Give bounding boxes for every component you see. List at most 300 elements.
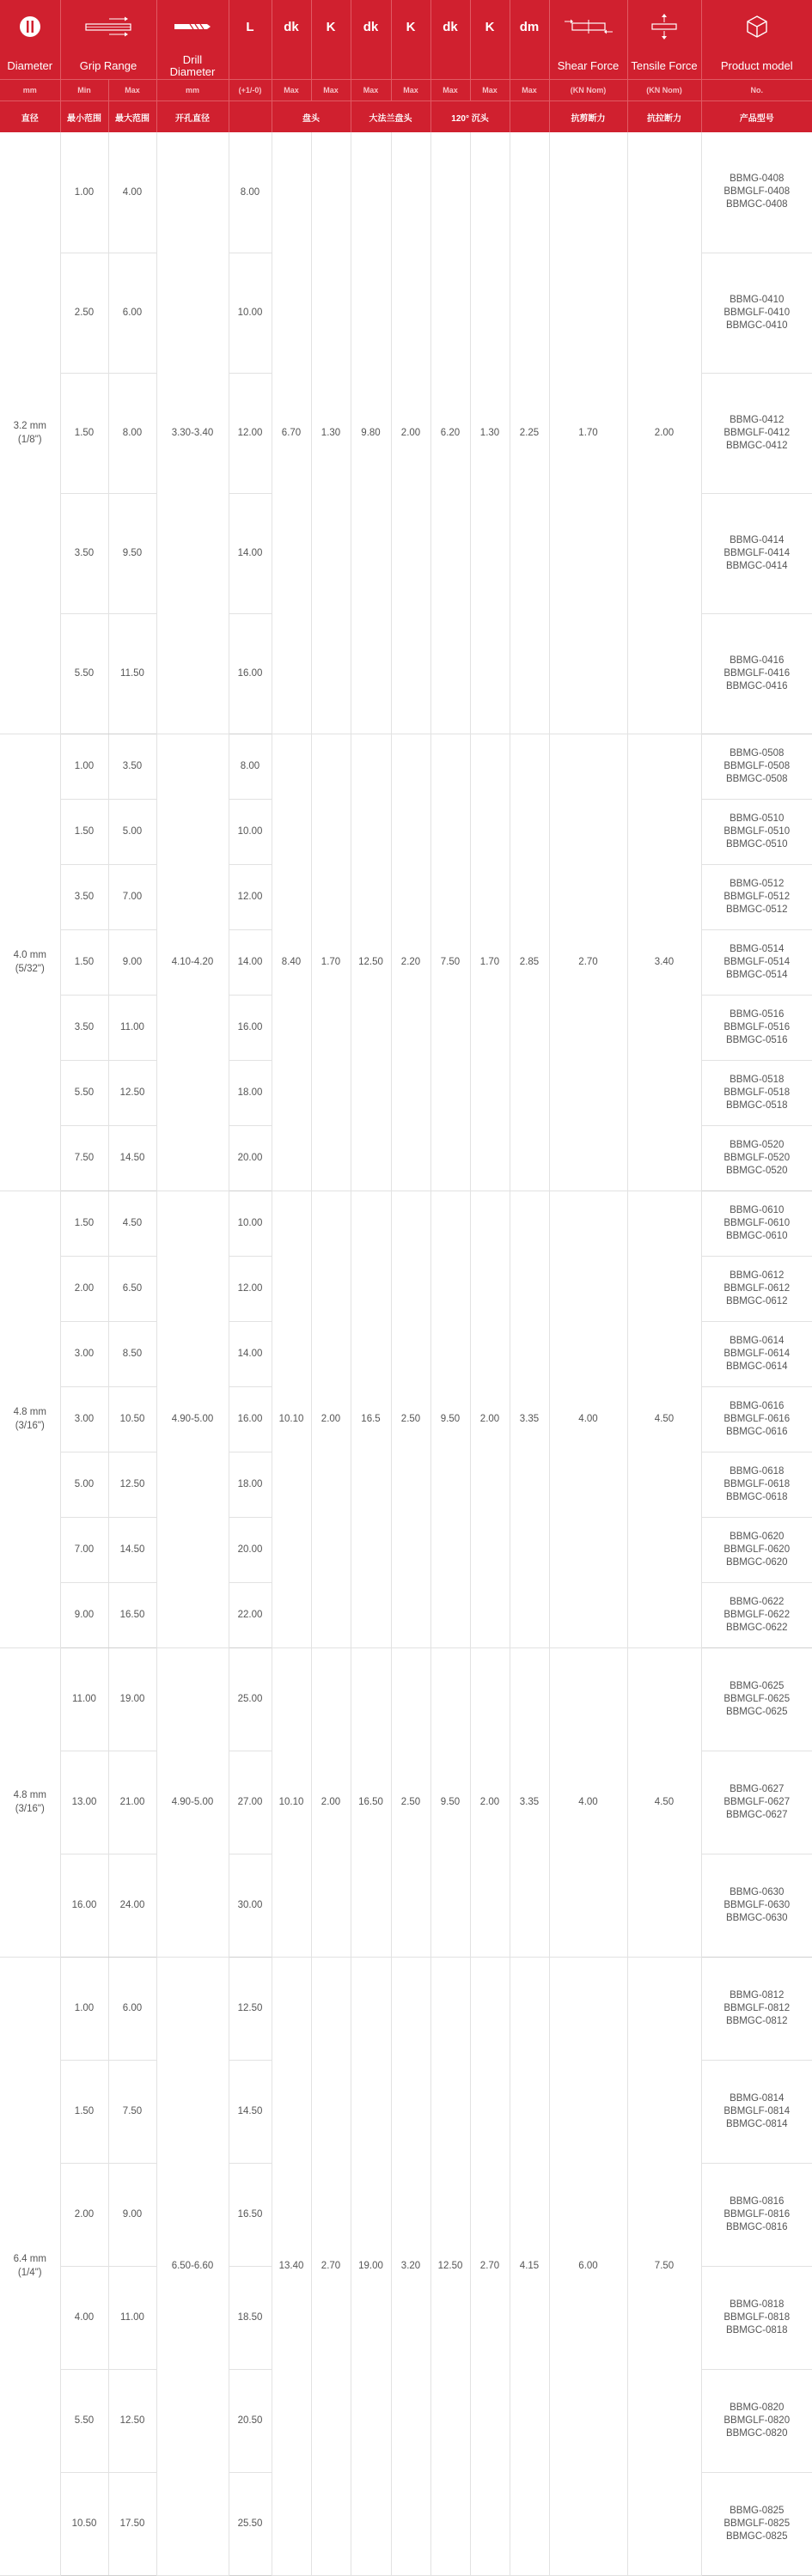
grip-range-title: Grip Range xyxy=(60,53,156,80)
product-model-cell xyxy=(701,1452,812,1517)
grip-min-cell: 1.50 xyxy=(60,799,108,864)
product-model-code: BBMGLF-0620 xyxy=(702,1544,812,1556)
product-model-cell xyxy=(701,995,812,1060)
grip-max-cell: 8.50 xyxy=(108,1321,156,1386)
product-model-code: BBMG-0818 xyxy=(702,2299,812,2311)
k3-header: K xyxy=(470,0,510,53)
product-model-code: BBMGLF-0512 xyxy=(702,891,812,904)
diameter-mm: 4.0 mm xyxy=(0,948,60,962)
grip-min-cell: 1.00 xyxy=(60,132,108,253)
product-model-code: BBMGLF-0616 xyxy=(702,1413,812,1426)
product-model-code: BBMG-0416 xyxy=(702,655,812,667)
product-model-code: BBMG-0814 xyxy=(702,2092,812,2105)
grip-max-cell: 4.00 xyxy=(108,132,156,253)
length-cell: 18.50 xyxy=(229,2266,272,2369)
dm-cell: 3.35 xyxy=(510,1191,549,1647)
product-model-cell xyxy=(701,1751,812,1854)
grip-min-cell: 3.50 xyxy=(60,995,108,1060)
grip-max-cell: 6.50 xyxy=(108,1256,156,1321)
length-cell: 8.00 xyxy=(229,132,272,253)
dome-k-cell: 2.00 xyxy=(311,1647,351,1957)
grip-min-cell: 1.50 xyxy=(60,1191,108,1256)
length-cell: 22.00 xyxy=(229,1582,272,1647)
product-model-cell xyxy=(701,613,812,734)
grip-max-cell: 19.00 xyxy=(108,1647,156,1751)
diameter-title: Diameter xyxy=(0,53,60,80)
product-model-cell xyxy=(701,373,812,493)
length-cell: 27.00 xyxy=(229,1751,272,1854)
product-model-code: BBMGC-0512 xyxy=(702,904,812,917)
flange-k-cell: 2.50 xyxy=(391,1191,430,1647)
length-cell: 16.00 xyxy=(229,1386,272,1452)
length-cell: 12.50 xyxy=(229,1957,272,2060)
grip-min-cell: 4.00 xyxy=(60,2266,108,2369)
tensile-force-title: Tensile Force xyxy=(627,53,701,80)
grip-max-cell: 6.00 xyxy=(108,253,156,373)
grip-max-cn: 最大范围 xyxy=(108,101,156,133)
length-cell: 20.50 xyxy=(229,2369,272,2472)
grip-min-cell: 7.50 xyxy=(60,1125,108,1191)
product-model-code: BBMGC-0622 xyxy=(702,1622,812,1635)
table-row xyxy=(0,132,812,253)
k1-unit: Max xyxy=(311,80,351,101)
tensile-unit: (KN Nom) xyxy=(627,80,701,101)
product-model-cell xyxy=(701,1386,812,1452)
tensile-force-icon xyxy=(647,14,681,40)
product-model-code: BBMGLF-0410 xyxy=(702,307,812,320)
product-model-code: BBMGC-0820 xyxy=(702,2427,812,2440)
dome-k-cell: 2.00 xyxy=(311,1191,351,1647)
product-model-code: BBMG-0614 xyxy=(702,1335,812,1348)
dk1-unit: Max xyxy=(272,80,311,101)
grip-max-cell: 21.00 xyxy=(108,1751,156,1854)
product-model-title: Product model xyxy=(701,53,812,80)
diameter-cell xyxy=(0,1647,60,1957)
product-model-code: BBMGC-0610 xyxy=(702,1230,812,1243)
product-model-code: BBMG-0414 xyxy=(702,534,812,547)
dk3-header: dk xyxy=(430,0,470,53)
diameter-mm: 6.4 mm xyxy=(0,2252,60,2266)
length-cell: 10.00 xyxy=(229,1191,272,1256)
product-model-code: BBMGLF-0816 xyxy=(702,2208,812,2221)
length-cell: 14.00 xyxy=(229,1321,272,1386)
product-model-code: BBMGLF-0518 xyxy=(702,1087,812,1099)
product-model-code: BBMGLF-0514 xyxy=(702,956,812,969)
dome-k-cell: 2.70 xyxy=(311,1957,351,2575)
diameter-inch: (3/16") xyxy=(0,1419,60,1433)
diameter-mm: 3.2 mm xyxy=(0,419,60,433)
product-model-code: BBMGLF-0412 xyxy=(702,427,812,440)
csk-dk-cell: 7.50 xyxy=(430,734,470,1191)
grip-min-cell: 7.00 xyxy=(60,1517,108,1582)
product-model-code: BBMGLF-0416 xyxy=(702,667,812,680)
diameter-inch: (3/16") xyxy=(0,1802,60,1816)
product-model-code: BBMGLF-0610 xyxy=(702,1217,812,1230)
flange-dk-cell: 9.80 xyxy=(351,132,391,734)
product-model-cell xyxy=(701,1957,812,2060)
product-model-code: BBMGLF-0820 xyxy=(702,2415,812,2427)
drill-unit: mm xyxy=(156,80,229,101)
l-cn xyxy=(229,101,272,133)
size-group xyxy=(0,1191,812,1647)
flange-k-cell: 2.00 xyxy=(391,132,430,734)
product-model-code: BBMGC-0414 xyxy=(702,560,812,573)
length-cell: 18.00 xyxy=(229,1060,272,1125)
product-model-code: BBMGC-0818 xyxy=(702,2324,812,2337)
table-row xyxy=(0,1647,812,1751)
product-model-code: BBMGC-0508 xyxy=(702,773,812,786)
product-model-cell xyxy=(701,864,812,929)
shear-unit: (KN Nom) xyxy=(549,80,627,101)
grip-max-cell: 5.00 xyxy=(108,799,156,864)
countersunk-cn: 120° 沉头 xyxy=(430,101,510,133)
csk-k-cell: 2.00 xyxy=(470,1647,510,1957)
tensile-force-cell: 3.40 xyxy=(627,734,701,1191)
product-model-code: BBMGLF-0414 xyxy=(702,547,812,560)
dome-k-cell: 1.30 xyxy=(311,132,351,734)
grip-max-cell: 11.50 xyxy=(108,613,156,734)
product-model-code: BBMGC-0520 xyxy=(702,1165,812,1178)
flange-k-cell: 2.50 xyxy=(391,1647,430,1957)
product-model-code: BBMGLF-0614 xyxy=(702,1348,812,1361)
grip-min-cell: 2.00 xyxy=(60,2163,108,2266)
product-model-code: BBMG-0408 xyxy=(702,173,812,186)
product-model-code: BBMGLF-0814 xyxy=(702,2105,812,2118)
length-cell: 10.00 xyxy=(229,253,272,373)
tensile-force-cell: 2.00 xyxy=(627,132,701,734)
shear-force-cell: 6.00 xyxy=(549,1957,627,2575)
product-model-cell xyxy=(701,1582,812,1647)
diameter-header-icon xyxy=(0,0,60,53)
product-model-cell xyxy=(701,1321,812,1386)
rivet-head-icon xyxy=(19,15,41,38)
grip-range-header-icon xyxy=(60,0,156,53)
product-model-cell xyxy=(701,734,812,799)
product-model-code: BBMG-0618 xyxy=(702,1465,812,1478)
product-model-cell xyxy=(701,253,812,373)
grip-min-cell: 3.00 xyxy=(60,1321,108,1386)
product-model-cell xyxy=(701,2163,812,2266)
diameter-mm: 4.8 mm xyxy=(0,1788,60,1802)
csk-dk-cell: 12.50 xyxy=(430,1957,470,2575)
dm-cn xyxy=(510,101,549,133)
length-cell: 14.50 xyxy=(229,2060,272,2163)
grip-max-cell: 12.50 xyxy=(108,1452,156,1517)
l-unit: (+1/-0) xyxy=(229,80,272,101)
product-model-code: BBMG-0820 xyxy=(702,2402,812,2415)
diameter-cell xyxy=(0,1957,60,2575)
product-model-code: BBMGC-0516 xyxy=(702,1034,812,1047)
product-model-cell xyxy=(701,2472,812,2575)
drill-diameter-cell: 4.90-5.00 xyxy=(156,1191,229,1647)
length-cell: 8.00 xyxy=(229,734,272,799)
diameter-cell xyxy=(0,1191,60,1647)
length-cell: 20.00 xyxy=(229,1517,272,1582)
product-model-code: BBMG-0812 xyxy=(702,1989,812,2002)
length-cell: 14.00 xyxy=(229,929,272,995)
drill-title-line: Drill Diameter xyxy=(170,53,216,78)
table-row xyxy=(0,1191,812,1256)
diameter-inch: (1/4") xyxy=(0,2266,60,2280)
product-model-code: BBMGLF-0516 xyxy=(702,1021,812,1034)
csk-k-cell: 1.70 xyxy=(470,734,510,1191)
product-model-cell xyxy=(701,1256,812,1321)
shear-force-cell: 2.70 xyxy=(549,734,627,1191)
product-model-code: BBMG-0610 xyxy=(702,1204,812,1217)
csk-dk-cell: 9.50 xyxy=(430,1191,470,1647)
dm-cell: 3.35 xyxy=(510,1647,549,1957)
product-model-code: BBMGLF-0625 xyxy=(702,1693,812,1706)
grip-min-cell: 3.50 xyxy=(60,864,108,929)
product-model-code: BBMGC-0630 xyxy=(702,1912,812,1925)
product-model-code: BBMGC-0416 xyxy=(702,680,812,693)
grip-min-cell: 1.50 xyxy=(60,929,108,995)
product-model-code: BBMGC-0812 xyxy=(702,2015,812,2028)
tensile-force-cell: 7.50 xyxy=(627,1957,701,2575)
tensile-force-cell: 4.50 xyxy=(627,1191,701,1647)
dome-dk-cell: 8.40 xyxy=(272,734,311,1191)
product-model-code: BBMG-0616 xyxy=(702,1400,812,1413)
product-model-cell xyxy=(701,1125,812,1191)
product-model-code: BBMGC-0816 xyxy=(702,2221,812,2234)
product-unit: No. xyxy=(701,80,812,101)
table-row xyxy=(0,1957,812,2060)
grip-min-cell: 16.00 xyxy=(60,1854,108,1957)
product-model-code: BBMGLF-0825 xyxy=(702,2518,812,2530)
dome-dk-cell: 13.40 xyxy=(272,1957,311,2575)
flange-dk-cell: 16.5 xyxy=(351,1191,391,1647)
length-cell: 16.50 xyxy=(229,2163,272,2266)
dm-cell: 2.25 xyxy=(510,132,549,734)
grip-min-cell: 1.00 xyxy=(60,734,108,799)
length-cell: 30.00 xyxy=(229,1854,272,1957)
dm-cell: 4.15 xyxy=(510,1957,549,2575)
grip-min-cell: 1.50 xyxy=(60,2060,108,2163)
grip-min-cell: 2.50 xyxy=(60,253,108,373)
product-model-code: BBMGC-0625 xyxy=(702,1706,812,1719)
product-model-code: BBMGLF-0510 xyxy=(702,825,812,838)
product-model-code: BBMG-0625 xyxy=(702,1680,812,1693)
flange-dk-cell: 19.00 xyxy=(351,1957,391,2575)
grip-min-cell: 5.50 xyxy=(60,1060,108,1125)
grip-range-icon xyxy=(83,15,133,38)
grip-max-cell: 11.00 xyxy=(108,2266,156,2369)
diameter-mm: 4.8 mm xyxy=(0,1405,60,1419)
grip-max-cell: 14.50 xyxy=(108,1517,156,1582)
grip-max-cell: 12.50 xyxy=(108,1060,156,1125)
length-cell: 16.00 xyxy=(229,995,272,1060)
tensile-header-icon xyxy=(627,0,701,53)
product-model-code: BBMG-0520 xyxy=(702,1139,812,1152)
product-model-code: BBMG-0612 xyxy=(702,1270,812,1282)
k3-unit: Max xyxy=(470,80,510,101)
grip-min-cell: 1.50 xyxy=(60,373,108,493)
cube-icon xyxy=(746,15,768,39)
csk-dk-cell: 9.50 xyxy=(430,1647,470,1957)
diameter-inch: (1/8") xyxy=(0,433,60,447)
product-model-cell xyxy=(701,493,812,613)
size-group xyxy=(0,734,812,1191)
product-model-code: BBMGC-0825 xyxy=(702,2530,812,2543)
product-model-code: BBMGC-0620 xyxy=(702,1556,812,1569)
grip-max-cell: 12.50 xyxy=(108,2369,156,2472)
dome-k-cell: 1.70 xyxy=(311,734,351,1191)
dk3-unit: Max xyxy=(430,80,470,101)
grip-min-cell: 11.00 xyxy=(60,1647,108,1751)
diameter-unit: mm xyxy=(0,80,60,101)
drill-header-icon xyxy=(156,0,229,53)
product-model-code: BBMG-0816 xyxy=(702,2195,812,2208)
dm-header: dm xyxy=(510,0,549,53)
grip-min-cell: 3.00 xyxy=(60,1386,108,1452)
dm-cell: 2.85 xyxy=(510,734,549,1191)
csk-dk-cell: 6.20 xyxy=(430,132,470,734)
length-cell: 10.00 xyxy=(229,799,272,864)
flange-dk-cell: 12.50 xyxy=(351,734,391,1191)
grip-min-cell: 5.50 xyxy=(60,613,108,734)
product-model-code: BBMGC-0412 xyxy=(702,440,812,453)
product-model-code: BBMGC-0410 xyxy=(702,320,812,332)
product-model-cell xyxy=(701,1517,812,1582)
product-model-code: BBMGLF-0630 xyxy=(702,1899,812,1912)
product-model-code: BBMG-0622 xyxy=(702,1596,812,1609)
grip-max-cell: 10.50 xyxy=(108,1386,156,1452)
length-cell: 25.00 xyxy=(229,1647,272,1751)
product-model-code: BBMG-0512 xyxy=(702,878,812,891)
grip-min-cn: 最小范围 xyxy=(60,101,108,133)
product-cn: 产品型号 xyxy=(701,101,812,133)
table-row xyxy=(0,734,812,799)
grip-max-cell: 4.50 xyxy=(108,1191,156,1256)
product-model-cell xyxy=(701,132,812,253)
shear-header-icon xyxy=(549,0,627,53)
product-model-code: BBMG-0516 xyxy=(702,1008,812,1021)
grip-max-cell: 9.00 xyxy=(108,929,156,995)
product-model-cell xyxy=(701,1060,812,1125)
length-cell: 12.00 xyxy=(229,864,272,929)
product-model-cell xyxy=(701,929,812,995)
size-group xyxy=(0,1957,812,2575)
length-cell: 14.00 xyxy=(229,493,272,613)
length-cell: 20.00 xyxy=(229,1125,272,1191)
grip-max-cell: 14.50 xyxy=(108,1125,156,1191)
dome-head-cn: 盘头 xyxy=(272,101,351,133)
grip-max-cell: 8.00 xyxy=(108,373,156,493)
product-model-code: BBMG-0510 xyxy=(702,813,812,825)
flange-dk-cell: 16.50 xyxy=(351,1647,391,1957)
drill-diameter-title xyxy=(156,53,229,80)
k2-unit: Max xyxy=(391,80,430,101)
product-model-code: BBMG-0508 xyxy=(702,747,812,760)
grip-max-cell: 9.50 xyxy=(108,493,156,613)
grip-max-cell: 9.00 xyxy=(108,2163,156,2266)
product-model-code: BBMGC-0408 xyxy=(702,198,812,211)
product-model-code: BBMGC-0612 xyxy=(702,1295,812,1308)
grip-min-cell: 3.50 xyxy=(60,493,108,613)
grip-min-unit: Min xyxy=(60,80,108,101)
product-model-cell xyxy=(701,1854,812,1957)
grip-max-cell: 11.00 xyxy=(108,995,156,1060)
flange-k-cell: 2.20 xyxy=(391,734,430,1191)
shear-force-cell: 1.70 xyxy=(549,132,627,734)
large-flange-cn: 大法兰盘头 xyxy=(351,101,430,133)
grip-min-cell: 1.00 xyxy=(60,1957,108,2060)
length-cell: 12.00 xyxy=(229,1256,272,1321)
product-model-code: BBMG-0620 xyxy=(702,1531,812,1544)
tensile-force-cell: 4.50 xyxy=(627,1647,701,1957)
product-model-code: BBMGLF-0612 xyxy=(702,1282,812,1295)
l-header: L xyxy=(229,0,272,53)
product-model-code: BBMGLF-0618 xyxy=(702,1478,812,1491)
drill-diameter-cell: 3.30-3.40 xyxy=(156,132,229,734)
csk-k-cell: 1.30 xyxy=(470,132,510,734)
diameter-cn: 直径 xyxy=(0,101,60,133)
product-model-code: BBMGC-0614 xyxy=(702,1361,812,1373)
grip-max-unit: Max xyxy=(108,80,156,101)
product-model-code: BBMGLF-0520 xyxy=(702,1152,812,1165)
grip-max-cell: 17.50 xyxy=(108,2472,156,2575)
product-model-code: BBMGLF-0627 xyxy=(702,1796,812,1809)
drill-bit-icon xyxy=(173,21,212,33)
dome-dk-cell: 10.10 xyxy=(272,1191,311,1647)
product-model-code: BBMG-0412 xyxy=(702,414,812,427)
shear-force-title: Shear Force xyxy=(549,53,627,80)
product-model-code: BBMG-0825 xyxy=(702,2505,812,2518)
diameter-cell xyxy=(0,734,60,1191)
grip-min-cell: 2.00 xyxy=(60,1256,108,1321)
flange-k-cell: 3.20 xyxy=(391,1957,430,2575)
grip-min-cell: 10.50 xyxy=(60,2472,108,2575)
product-model-code: BBMGC-0814 xyxy=(702,2118,812,2131)
k2-header: K xyxy=(391,0,430,53)
product-model-code: BBMGLF-0622 xyxy=(702,1609,812,1622)
grip-min-cell: 5.50 xyxy=(60,2369,108,2472)
tensile-cn: 抗拉断力 xyxy=(627,101,701,133)
dm-unit: Max xyxy=(510,80,549,101)
grip-max-cell: 7.50 xyxy=(108,2060,156,2163)
grip-max-cell: 7.00 xyxy=(108,864,156,929)
dome-dk-cell: 10.10 xyxy=(272,1647,311,1957)
drill-diameter-cell: 4.10-4.20 xyxy=(156,734,229,1191)
drill-diameter-cell: 4.90-5.00 xyxy=(156,1647,229,1957)
product-model-code: BBMG-0514 xyxy=(702,943,812,956)
product-model-code: BBMGLF-0408 xyxy=(702,186,812,198)
grip-max-cell: 3.50 xyxy=(108,734,156,799)
product-model-code: BBMGC-0518 xyxy=(702,1099,812,1112)
length-cell: 18.00 xyxy=(229,1452,272,1517)
dome-dk-cell: 6.70 xyxy=(272,132,311,734)
shear-force-icon xyxy=(564,17,614,36)
size-group xyxy=(0,132,812,734)
shear-force-cell: 4.00 xyxy=(549,1191,627,1647)
csk-k-cell: 2.70 xyxy=(470,1957,510,2575)
diameter-cell xyxy=(0,132,60,734)
product-model-code: BBMGC-0514 xyxy=(702,969,812,982)
product-model-code: BBMGC-0510 xyxy=(702,838,812,851)
product-model-cell xyxy=(701,2060,812,2163)
product-model-code: BBMGC-0616 xyxy=(702,1426,812,1439)
product-model-code: BBMGLF-0508 xyxy=(702,760,812,773)
product-model-code: BBMG-0627 xyxy=(702,1783,812,1796)
length-cell: 25.50 xyxy=(229,2472,272,2575)
grip-max-cell: 6.00 xyxy=(108,1957,156,2060)
drill-cn: 开孔直径 xyxy=(156,101,229,133)
dk2-header: dk xyxy=(351,0,391,53)
product-model-code: BBMG-0630 xyxy=(702,1886,812,1899)
csk-k-cell: 2.00 xyxy=(470,1191,510,1647)
product-model-cell xyxy=(701,2369,812,2472)
product-model-code: BBMG-0518 xyxy=(702,1074,812,1087)
